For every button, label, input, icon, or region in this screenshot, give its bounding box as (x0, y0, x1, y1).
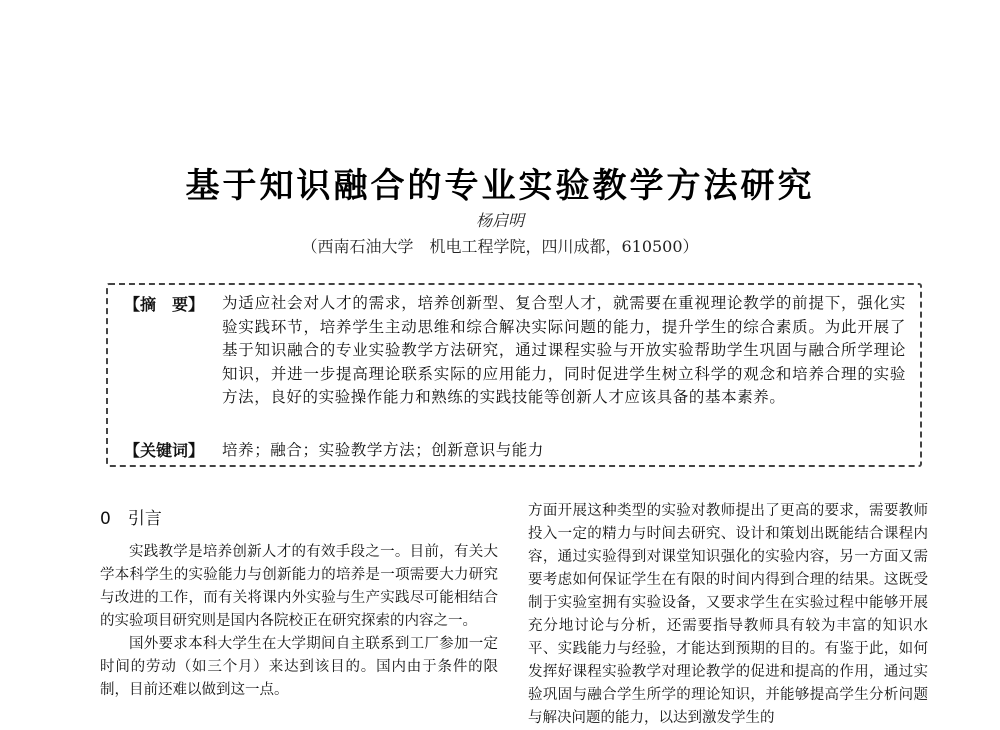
author-name: 杨启明 (475, 211, 524, 230)
body-paragraph: 实践教学是培养创新人才的有效手段之一。目前，有关大学本科学生的实验能力与创新能力的培养是一项需要大力研究与改进的工作，而有关将课内外实验与生产实践尽可能相结合的实验项目研究则是国内各院校正在研究探索的内容之一。 (100, 544, 498, 629)
keywords-label: 【关键词】 (124, 441, 205, 460)
section-heading: 0 引言 (100, 509, 162, 529)
paper-title: 基于知识融合的专业实验教学方法研究 (185, 166, 815, 206)
right-column (528, 500, 928, 730)
abstract-text: 为适应社会对人才的需求，培养创新型、复合型人才，就需要在重视理论教学的前提下，强化实验实践环节，培养学生主动思维和综合解决实际问题的能力，提升学生的综合素质。为此开展了基于知识融合的专业实验教学方法研究，通过课程实验与开放实验帮助学生巩固与融合所学理论知识，并进一步提高理论联系实际的应用能力，同时促进学生树立科学的观念和培养合理的实验方法，良好的实验操作能力和熟练的实践技能等创新人才应该具备的基本素养。 (222, 294, 906, 406)
author-affiliation: （西南石油大学 机电工程学院，四川成都，610500） (301, 237, 699, 256)
abstract-label: 【摘 要】 (124, 295, 205, 314)
body-paragraph: 方面开展这种类型的实验对教师提出了更高的要求，需要教师投入一定的精力与时间去研究、设计和策划出既能结合课程内容，通过实验得到对课堂知识强化的实验内容，另一方面又需要考虑如何保证学生在有限的时间内得到合理的结果。这既受制于实验室拥有实验设备，又要求学生在实验过程中能够开展充分地讨论与分析，还需要指导教师具有较为丰富的知识水平、实践能力与经验，才能达到预期的目的。有鉴于此，如何发挥好课程实验教学对理论教学的促进和提高的作用，通过实验巩固与融合学生所学的理论知识，并能够提高学生分析问题与解决问题的能力，以达到激发学生的 (528, 503, 928, 726)
left-column (100, 500, 498, 702)
body-paragraph: 国外要求本科大学生在大学期间自主联系到工厂参加一定时间的劳动（如三个月）来达到该目的。国内由于条件的限制，目前还难以做到这一点。 (100, 636, 498, 698)
keywords-text: 培养；融合；实验教学方法；创新意识与能力 (222, 441, 545, 459)
